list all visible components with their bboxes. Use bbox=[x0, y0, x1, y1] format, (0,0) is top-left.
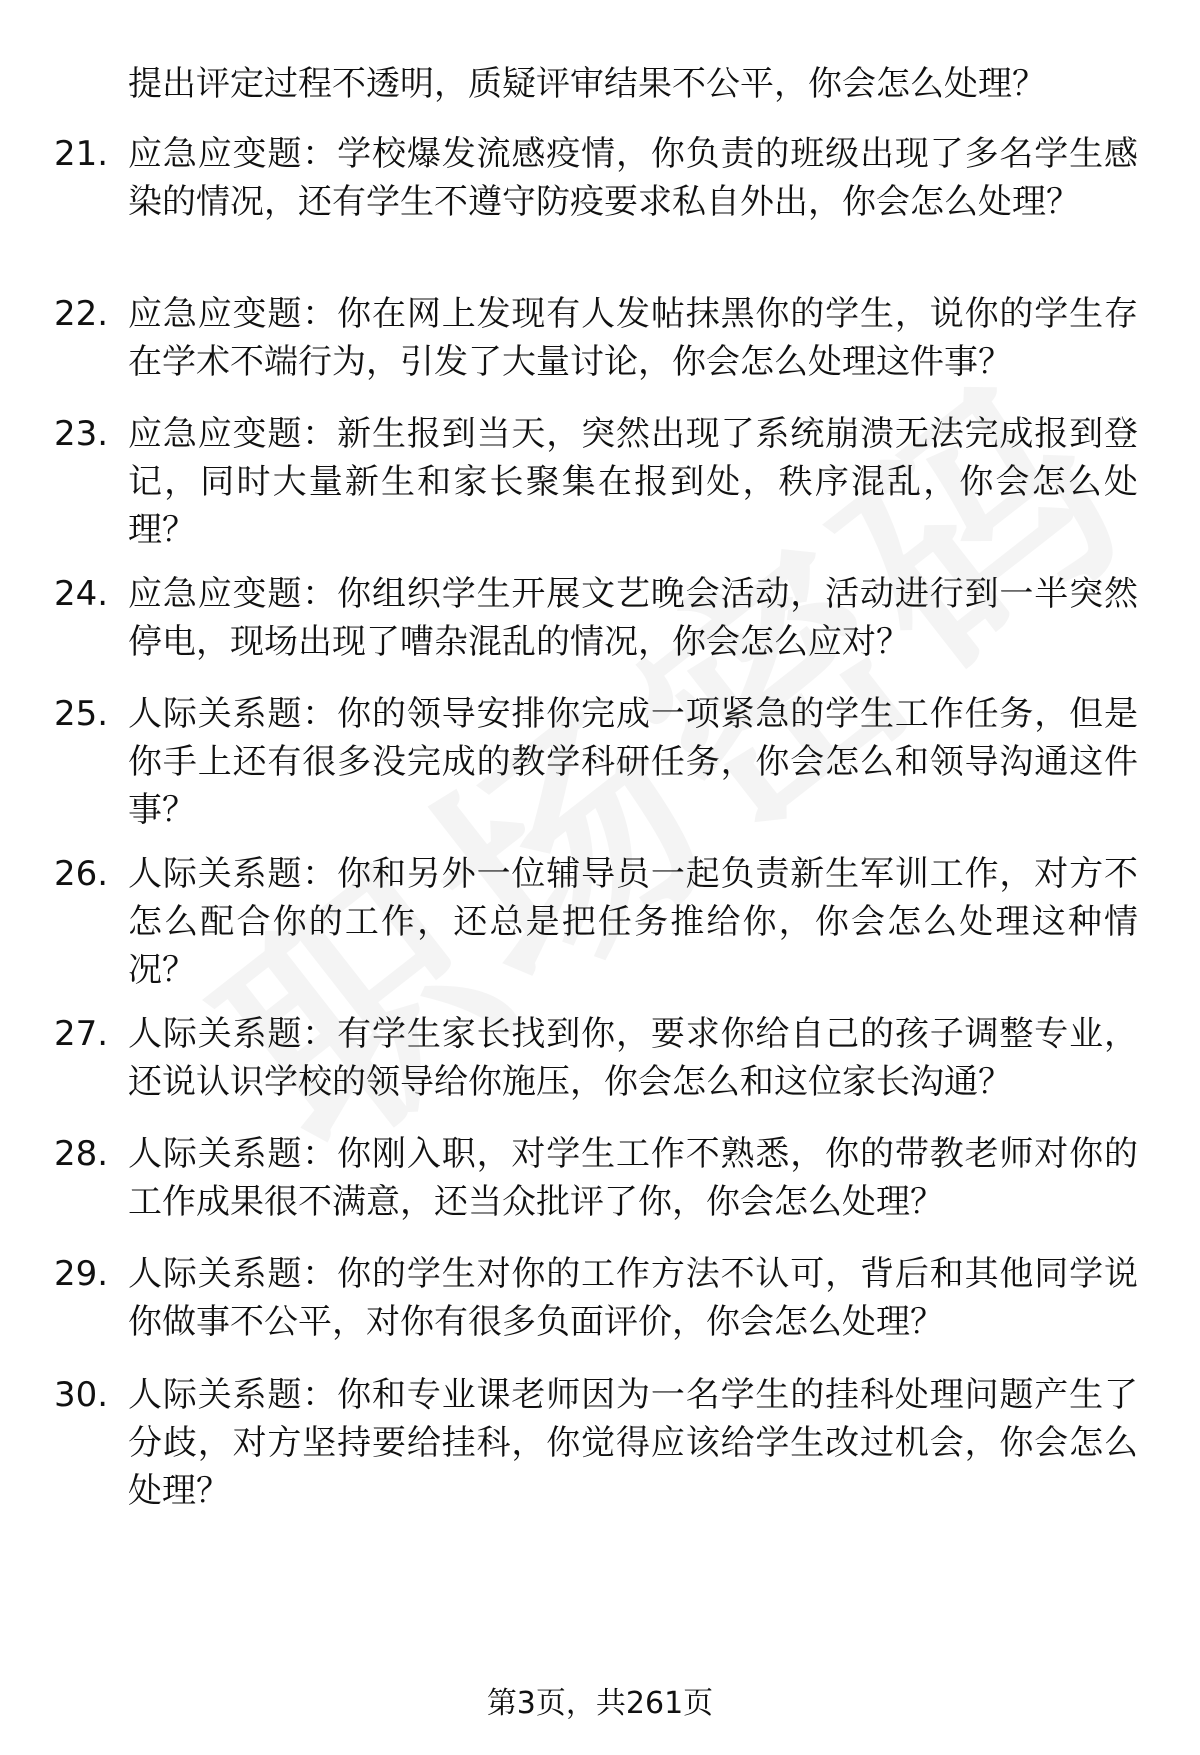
question-number: 26. bbox=[54, 854, 109, 894]
question-number: 25. bbox=[54, 694, 109, 734]
question-text: 应急应变题：学校爆发流感疫情，你负责的班级出现了多名学生感染的情况，还有学生不遵守防疫要求私自外出，你会怎么处理？ bbox=[128, 134, 1138, 222]
question-text: 人际关系题：你和专业课老师因为一名学生的挂科处理问题产生了分歧，对方坚持要给挂科，你觉得应该给学生改过机会，你会怎么处理？ bbox=[128, 1375, 1138, 1511]
question-number: 27. bbox=[54, 1014, 109, 1054]
question-number: 23. bbox=[54, 414, 109, 454]
continuation-text: 提出评定过程不透明，质疑评审结果不公平，你会怎么处理？ bbox=[128, 64, 1046, 104]
question-text: 人际关系题：你的领导安排你完成一项紧急的学生工作任务，但是你手上还有很多没完成的教学科研任务，你会怎么和领导沟通这件事？ bbox=[128, 694, 1138, 830]
question-number: 28. bbox=[54, 1134, 109, 1174]
page-footer: 第3页，共261页 bbox=[486, 1686, 714, 1721]
question-text: 人际关系题：有学生家长找到你，要求你给自己的孩子调整专业，还说认识学校的领导给你施压，你会怎么和这位家长沟通？ bbox=[128, 1014, 1138, 1102]
question-number: 21. bbox=[54, 134, 109, 174]
question-number: 30. bbox=[54, 1375, 109, 1415]
question-number: 22. bbox=[54, 294, 109, 334]
question-text: 应急应变题：你组织学生开展文艺晚会活动，活动进行到一半突然停电，现场出现了嘈杂混乱的情况，你会怎么应对？ bbox=[128, 574, 1138, 662]
question-number: 24. bbox=[54, 574, 109, 614]
question-text: 应急应变题：新生报到当天，突然出现了系统崩溃无法完成报到登记，同时大量新生和家长聚集在报到处，秩序混乱，你会怎么处理？ bbox=[128, 414, 1138, 550]
question-number: 29. bbox=[54, 1254, 109, 1294]
question-text: 人际关系题：你和另外一位辅导员一起负责新生军训工作，对方不怎么配合你的工作，还总是把任务推给你，你会怎么处理这种情况？ bbox=[128, 854, 1138, 990]
question-text: 人际关系题：你的学生对你的工作方法不认可，背后和其他同学说你做事不公平，对你有很多负面评价，你会怎么处理？ bbox=[128, 1254, 1138, 1342]
question-text: 人际关系题：你刚入职，对学生工作不熟悉，你的带教老师对你的工作成果很不满意，还当众批评了你，你会怎么处理？ bbox=[128, 1134, 1138, 1222]
question-text: 应急应变题：你在网上发现有人发帖抹黑你的学生，说你的学生存在学术不端行为，引发了大量讨论，你会怎么处理这件事？ bbox=[128, 294, 1138, 382]
